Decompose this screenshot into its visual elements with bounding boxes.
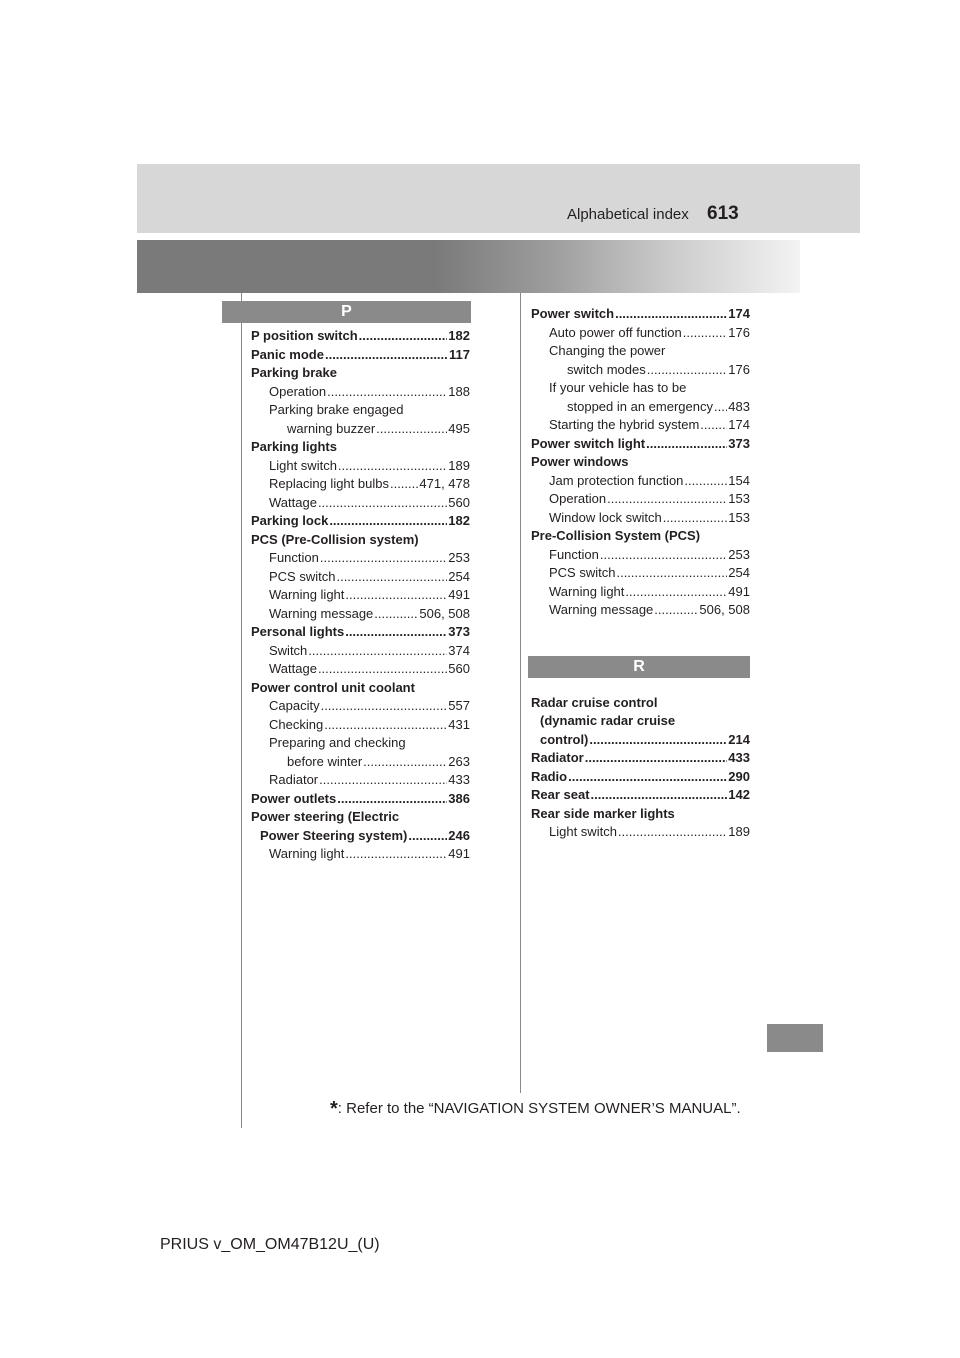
index-entry xyxy=(531,305,750,324)
index-entry-page: 506, 508 xyxy=(419,605,470,621)
index-entry-term: (dynamic radar cruise xyxy=(540,713,676,728)
index-entry-term: Radiator xyxy=(531,750,584,765)
index-entry xyxy=(251,660,470,679)
dot-leader xyxy=(714,398,727,417)
index-entry xyxy=(251,346,470,365)
index-entry-page: 254 xyxy=(728,565,750,580)
dot-leader xyxy=(345,586,447,605)
index-entry-page: 182 xyxy=(448,513,470,528)
dot-leader xyxy=(318,660,447,679)
index-entry-term: Warning light xyxy=(269,587,345,602)
index-entry-term: Panic mode xyxy=(251,346,324,362)
index-entry-term: Switch xyxy=(269,642,308,658)
dot-leader xyxy=(684,472,727,491)
section-title: Alphabetical index xyxy=(567,206,689,223)
index-entry-term: Function xyxy=(269,550,319,565)
index-entry-term: Parking brake engaged xyxy=(269,402,404,417)
index-entry xyxy=(251,845,470,864)
index-entry-page: 491 xyxy=(448,846,470,861)
dot-leader xyxy=(390,475,418,494)
index-entry-page: 176 xyxy=(728,361,750,377)
index-entry-page: 188 xyxy=(448,383,470,399)
dot-leader xyxy=(646,435,727,454)
index-entry xyxy=(251,827,470,846)
dot-leader xyxy=(647,361,728,380)
index-entry-page: 246 xyxy=(448,827,470,843)
index-entry-term: Rear side marker lights xyxy=(531,805,675,821)
dot-leader xyxy=(625,583,727,602)
index-entry-page: 431 xyxy=(448,716,470,732)
dot-leader xyxy=(345,845,447,864)
dot-leader xyxy=(338,457,447,476)
index-entry-page: 153 xyxy=(728,509,750,525)
index-entry-term: Warning message xyxy=(549,602,654,617)
footnote-star: * xyxy=(330,1098,338,1120)
index-entry-page: 290 xyxy=(728,768,750,784)
index-entry-term: Wattage xyxy=(269,661,317,676)
index-entry xyxy=(251,790,470,809)
index-entry-term: Window lock switch xyxy=(549,509,662,525)
index-entry-page: 471, 478 xyxy=(419,476,470,491)
dot-leader xyxy=(616,564,727,583)
index-entry-term: Wattage xyxy=(269,494,317,510)
index-entry-page: 153 xyxy=(728,491,750,506)
index-entry xyxy=(251,364,470,383)
index-entry-page: 253 xyxy=(728,546,750,562)
index-entry xyxy=(531,546,750,565)
section-header-r: R xyxy=(528,656,750,678)
index-entry-page: 433 xyxy=(448,772,470,787)
index-entry-term: switch modes xyxy=(567,361,646,377)
index-entry xyxy=(531,472,750,491)
dot-leader xyxy=(700,416,727,435)
index-entry xyxy=(251,568,470,587)
dot-leader xyxy=(308,642,447,661)
spacer xyxy=(531,620,750,656)
dot-leader xyxy=(321,697,448,716)
index-entry xyxy=(531,361,750,380)
index-entry-term: Rear seat xyxy=(531,787,590,802)
index-entry xyxy=(531,601,750,620)
dot-leader xyxy=(618,823,727,842)
index-entry xyxy=(251,420,470,439)
index-entry-page: 154 xyxy=(728,472,750,488)
thumb-tab-marker xyxy=(767,1024,823,1052)
index-entry xyxy=(531,786,750,805)
index-entry-page: 386 xyxy=(448,790,470,806)
index-entry-term: control) xyxy=(540,731,589,747)
index-column-right xyxy=(531,305,750,842)
footnote-text: : Refer to the “NAVIGATION SYSTEM OWNER’S MANUAL”. xyxy=(337,1100,741,1117)
index-entry xyxy=(251,475,470,494)
index-entry-term: Parking brake xyxy=(251,365,337,380)
dot-leader xyxy=(585,749,728,768)
dot-leader xyxy=(363,753,447,772)
index-entry xyxy=(251,771,470,790)
dot-leader xyxy=(359,327,448,346)
index-entry-term: Radar cruise control xyxy=(531,694,658,710)
index-entry-page: 174 xyxy=(728,306,750,321)
index-entry xyxy=(251,457,470,476)
index-entry-term: Power windows xyxy=(531,454,629,469)
index-entry-term: PCS (Pre-Collision system) xyxy=(251,531,419,547)
index-entry-term: PCS switch xyxy=(549,565,616,580)
index-entry-page: 189 xyxy=(448,457,470,473)
dot-leader xyxy=(607,490,727,509)
index-entry xyxy=(251,549,470,568)
dot-leader xyxy=(568,768,727,787)
index-entry-page: 142 xyxy=(728,787,750,802)
index-entry-page: 506, 508 xyxy=(699,602,750,617)
index-group-r xyxy=(531,694,750,842)
dot-leader xyxy=(408,827,447,846)
dot-leader xyxy=(325,346,448,365)
index-entry xyxy=(531,564,750,583)
index-entry-term: Warning light xyxy=(549,583,625,599)
index-entry xyxy=(531,749,750,768)
index-entry xyxy=(251,401,470,420)
index-entry-term: Personal lights xyxy=(251,624,345,639)
index-entry-term: before winter xyxy=(287,753,363,769)
index-entry xyxy=(531,435,750,454)
index-entry xyxy=(251,383,470,402)
index-entry-term: Preparing and checking xyxy=(269,735,406,750)
index-entry-page: 373 xyxy=(728,435,750,451)
index-entry-term: P position switch xyxy=(251,328,358,343)
index-entry-page: 491 xyxy=(728,583,750,599)
dot-leader xyxy=(654,601,698,620)
index-entry xyxy=(251,679,470,698)
dot-leader xyxy=(336,568,447,587)
dot-leader xyxy=(615,305,727,324)
section-header-p: P xyxy=(222,301,471,323)
index-entry-term: Jam protection function xyxy=(549,472,684,488)
index-entry xyxy=(531,490,750,509)
dot-leader xyxy=(600,546,727,565)
dot-leader xyxy=(337,790,447,809)
index-entry xyxy=(251,716,470,735)
index-entry xyxy=(531,712,750,731)
index-entry-page: 176 xyxy=(728,324,750,340)
index-entry-term: Checking xyxy=(269,716,324,732)
index-entry-term: Power outlets xyxy=(251,790,337,806)
index-entry xyxy=(531,823,750,842)
header-band xyxy=(137,164,860,233)
index-entry-term: Warning light xyxy=(269,846,345,861)
index-entry-page: 254 xyxy=(448,568,470,584)
index-entry xyxy=(251,697,470,716)
dot-leader xyxy=(320,549,447,568)
index-entry-term: Auto power off function xyxy=(549,324,682,340)
dot-leader xyxy=(376,420,447,439)
dot-leader xyxy=(683,324,728,343)
index-entry-term: Function xyxy=(549,546,599,562)
index-entry xyxy=(531,398,750,417)
index-entry xyxy=(531,527,750,546)
index-group-p-continued xyxy=(531,305,750,620)
column-divider-middle xyxy=(520,293,521,1093)
index-entry-term: Power Steering system) xyxy=(260,827,408,843)
document-code: PRIUS v_OM_OM47B12U_(U) xyxy=(160,1236,380,1253)
dot-leader xyxy=(327,383,447,402)
index-entry-term: Power steering (Electric xyxy=(251,809,400,824)
index-entry-term: Power switch xyxy=(531,306,615,321)
index-entry-page: 491 xyxy=(448,587,470,602)
index-entry-term: If your vehicle has to be xyxy=(549,380,687,395)
index-entry-term: Pre-Collision System (PCS) xyxy=(531,528,701,543)
index-entry xyxy=(251,327,470,346)
dot-leader xyxy=(345,623,447,642)
index-entry-term: Operation xyxy=(269,383,327,399)
index-entry xyxy=(531,324,750,343)
index-entry-page: 433 xyxy=(728,750,750,765)
column-divider-left xyxy=(241,293,242,1128)
index-entry-page: 189 xyxy=(728,824,750,839)
index-entry xyxy=(251,808,470,827)
index-entry-term: Power switch light xyxy=(531,435,646,451)
index-entry-term: Changing the power xyxy=(549,343,666,358)
index-entry xyxy=(251,642,470,661)
index-entry-term: Parking lock xyxy=(251,513,329,528)
index-entry-page: 374 xyxy=(448,642,470,658)
index-entry-term: Radiator xyxy=(269,772,319,787)
index-entry-page: 214 xyxy=(728,731,750,747)
index-entry xyxy=(251,734,470,753)
index-entry xyxy=(531,416,750,435)
index-entry xyxy=(251,512,470,531)
index-entry-term: Warning message xyxy=(269,605,374,621)
index-entry xyxy=(251,438,470,457)
page-number: 613 xyxy=(707,203,739,224)
dot-leader xyxy=(589,731,727,750)
index-entry xyxy=(531,583,750,602)
index-entry-term: Parking lights xyxy=(251,439,337,454)
index-entry xyxy=(531,805,750,824)
index-entry-page: 495 xyxy=(448,420,470,436)
index-entry-term: Radio xyxy=(531,768,568,784)
index-entry-term: stopped in an emergency xyxy=(567,398,713,414)
dot-leader xyxy=(663,509,728,528)
index-entry-page: 483 xyxy=(728,398,750,414)
footnote xyxy=(330,1098,741,1121)
index-entry xyxy=(531,694,750,713)
index-entry-page: 174 xyxy=(728,417,750,432)
decorative-gradient-bar xyxy=(137,240,800,293)
index-entry xyxy=(251,494,470,513)
index-entry xyxy=(531,731,750,750)
index-entry-term: Light switch xyxy=(549,824,617,839)
index-entry-term: Replacing light bulbs xyxy=(269,476,389,491)
dot-leader xyxy=(324,716,447,735)
index-entry-term: Operation xyxy=(549,491,607,506)
index-entry-page: 560 xyxy=(448,661,470,676)
index-entry xyxy=(251,586,470,605)
index-entry xyxy=(251,623,470,642)
index-entry-term: Light switch xyxy=(269,457,337,473)
index-entry-page: 263 xyxy=(448,753,470,769)
index-entry xyxy=(531,509,750,528)
dot-leader xyxy=(374,605,418,624)
dot-leader xyxy=(591,786,728,805)
index-entry-page: 373 xyxy=(448,624,470,639)
index-entry xyxy=(251,753,470,772)
index-entry-term: Capacity xyxy=(269,698,320,713)
index-entry-page: 557 xyxy=(448,698,470,713)
index-column-left xyxy=(251,327,470,864)
index-entry-page: 560 xyxy=(448,494,470,510)
index-entry-term: warning buzzer xyxy=(287,420,376,436)
index-entry-page: 117 xyxy=(449,346,470,362)
index-entry xyxy=(531,453,750,472)
index-entry-page: 182 xyxy=(448,328,470,343)
index-entry xyxy=(251,531,470,550)
dot-leader xyxy=(329,512,447,531)
index-entry-term: PCS switch xyxy=(269,568,336,584)
dot-leader xyxy=(319,771,447,790)
index-entry-page: 253 xyxy=(448,550,470,565)
index-entry-term: Power control unit coolant xyxy=(251,679,415,695)
index-entry xyxy=(531,768,750,787)
section-header-r-wrap xyxy=(528,656,750,678)
dot-leader xyxy=(318,494,447,513)
index-entry xyxy=(531,379,750,398)
index-entry xyxy=(251,605,470,624)
index-entry-term: Starting the hybrid system xyxy=(549,417,700,432)
index-entry xyxy=(531,342,750,361)
